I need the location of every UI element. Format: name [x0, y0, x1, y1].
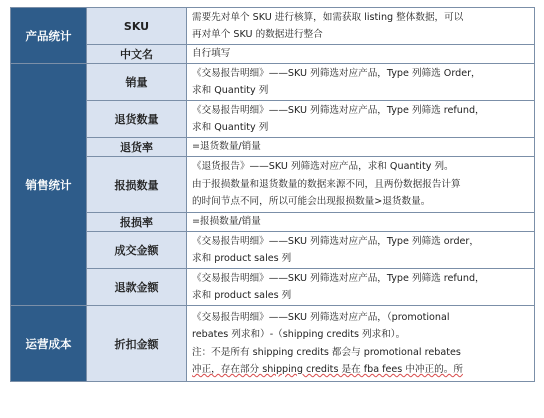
table-row: [11, 232, 535, 269]
metric-description: 自行填写: [187, 45, 535, 64]
metric-description: 需要先对单个 SKU 进行核算，如需获取 listing 整体数据，可以 再对单个 SKU 的数据进行整合: [187, 8, 535, 45]
table-row: [11, 306, 535, 382]
metric-label: 销量: [87, 64, 187, 101]
table-row: [11, 138, 535, 157]
table-row: [11, 64, 535, 101]
metrics-table: [10, 7, 535, 382]
category-product: 产品统计: [11, 8, 87, 64]
metric-label: 报损率: [87, 213, 187, 232]
metric-label: 成交金额: [87, 232, 187, 269]
table-row: [11, 269, 535, 306]
metric-label: 退货数量: [87, 101, 187, 138]
metric-description: 《退货报告》——SKU 列筛选对应产品，求和 Quantity 列。 由于报损数量和退货数量的数据来源不同，且两份数据报告计算 的时间节点不同，所以可能会出现报损数量>退货数量。: [187, 157, 535, 213]
metric-label: 中文名: [87, 45, 187, 64]
table-row: [11, 45, 535, 64]
table-row: [11, 213, 535, 232]
metric-description: 《交易报告明细》——SKU 列筛选对应产品，Type 列筛选 refund， 求和 product sales 列: [187, 269, 535, 306]
metric-description: 《交易报告明细》——SKU 列筛选对应产品，Type 列筛选 Order， 求和 Quantity 列: [187, 64, 535, 101]
category-sales: 销售统计: [11, 64, 87, 306]
table-row: [11, 8, 535, 45]
metric-description: 《交易报告明细》——SKU 列筛选对应产品，Type 列筛选 order， 求和 product sales 列: [187, 232, 535, 269]
metric-label: 报损数量: [87, 157, 187, 213]
category-ops: 运营成本: [11, 306, 87, 382]
metric-description: =退货数量/销量: [187, 138, 535, 157]
table-row: [11, 157, 535, 213]
metric-description: 《交易报告明细》——SKU 列筛选对应产品，Type 列筛选 refund， 求和 Quantity 列: [187, 101, 535, 138]
table-row: [11, 101, 535, 138]
metric-label: SKU: [87, 8, 187, 45]
metric-description: =报损数量/销量: [187, 213, 535, 232]
metric-description: 《交易报告明细》——SKU 列筛选对应产品，（promotional rebates 列求和）-（shipping credits 列求和）。 注：不是所有 shipping credits 都会与 promotional rebates 冲正，存在部分 shipping credits 是在 fba fees 中冲正的。所: [187, 306, 535, 382]
metric-label: 折扣金额: [87, 306, 187, 382]
metric-label: 退款金额: [87, 269, 187, 306]
metric-label: 退货率: [87, 138, 187, 157]
